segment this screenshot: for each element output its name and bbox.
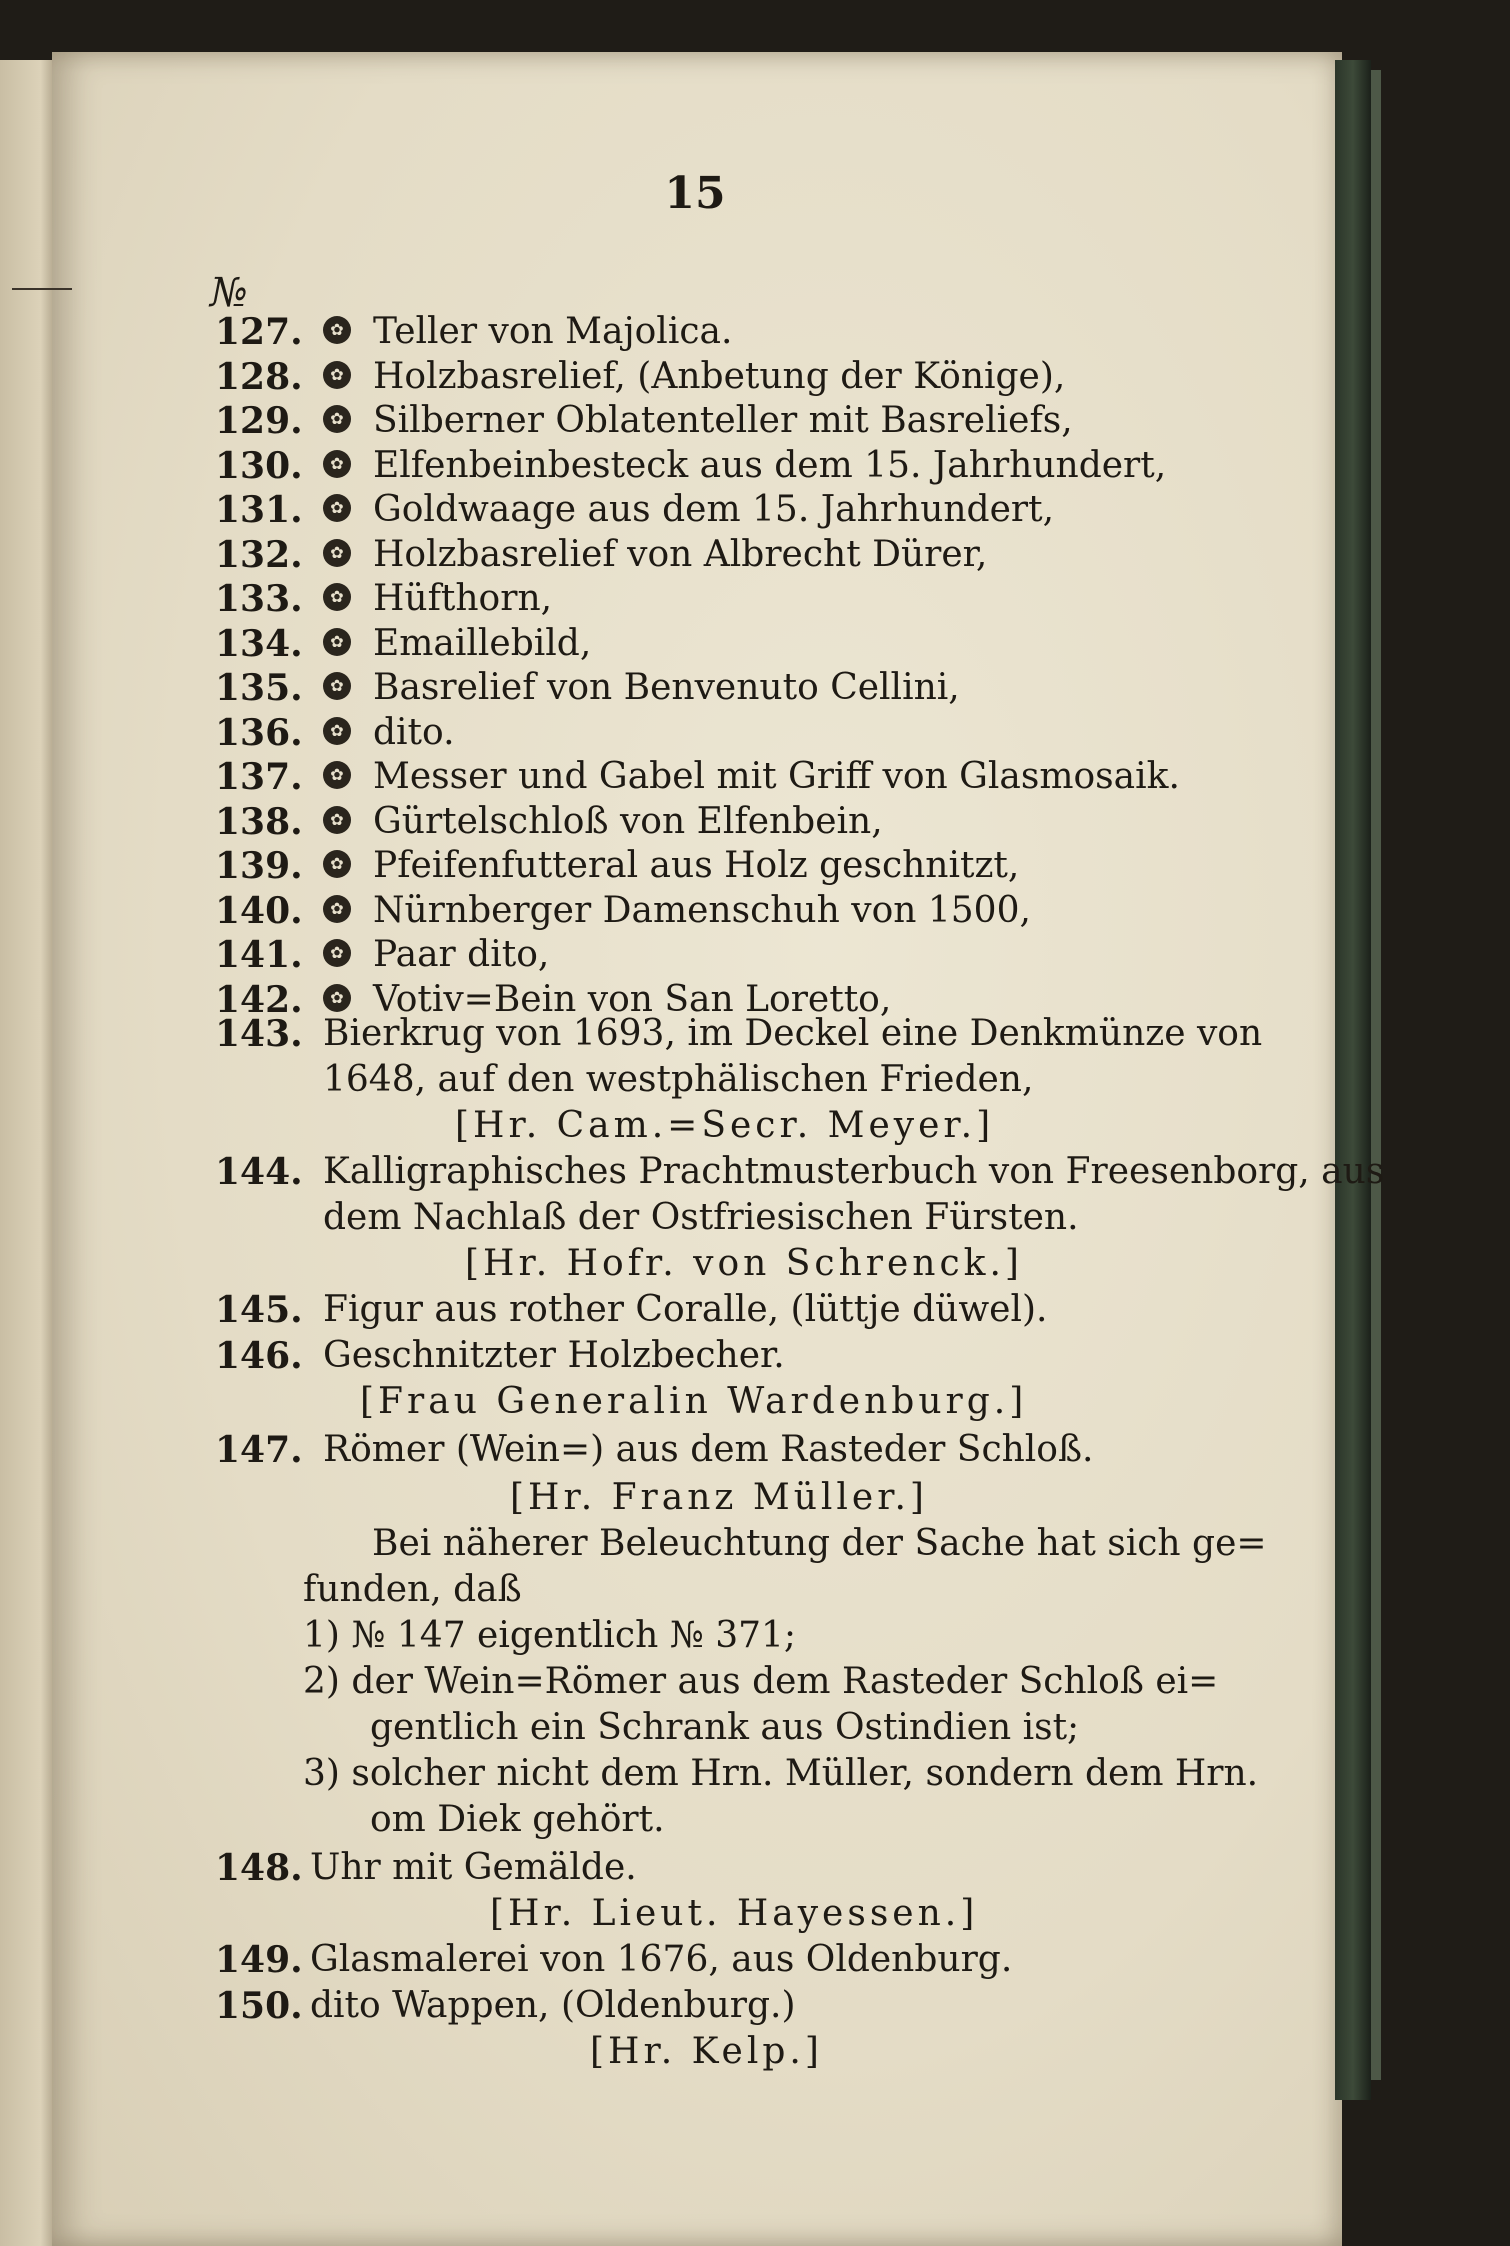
item-number: 140. [215,889,303,932]
rosette-bullet-icon: ✿ [323,717,351,745]
item-text: Elfenbeinbesteck aus dem 15. Jahrhundert, [373,444,1167,486]
rosette-bullet-icon: ✿ [323,628,351,656]
rosette-bullet-icon: ✿ [323,761,351,789]
item-text: Paar dito, [373,934,550,975]
item-number: 146. [215,1335,303,1377]
item-text: Holzbasrelief von Albrecht Dürer, [373,533,988,575]
item-text: Bierkrug von 1693, im Deckel eine Denkmünze von [323,1013,1263,1054]
item-text: Glasmalerei von 1676, aus Oldenburg. [310,1939,1013,1980]
item-text: Goldwaage aus dem 15. Jahrhundert, [373,489,1055,530]
item-number: 128. [215,355,303,398]
item-text: Kalligraphisches Prachtmusterbuch von Freesenborg, aus [323,1151,1385,1192]
gutter-thread [12,288,72,290]
item-number: 136. [215,711,303,754]
item-text-continued: dem Nachlaß der Ostfriesischen Fürsten. [323,1197,1079,1238]
note-point-continued: om Diek gehört. [370,1799,665,1840]
item-text: Figur aus rother Coralle, (lüttje düwel). [323,1289,1048,1330]
item-number: 131. [215,489,303,531]
item-text-continued: 1648, auf den westphälischen Frieden, [323,1059,1034,1100]
rosette-bullet-icon: ✿ [323,984,351,1012]
item-number: 134. [215,622,303,665]
donor-line: [Hr. Hofr. von Schrenck.] [465,1243,1023,1284]
item-text: Gürtelschloß von Elfenbein, [373,800,883,842]
item-number: 137. [215,756,303,798]
rosette-bullet-icon: ✿ [323,583,351,611]
item-number: 144. [215,1151,303,1193]
donor-line: [Hr. Franz Müller.] [510,1477,928,1518]
item-text: Pfeifenfutteral aus Holz geschnitzt, [373,845,1020,886]
item-text: Basrelief von Benvenuto Cellini, [373,667,960,708]
item-number: 142. [215,978,303,1021]
rosette-bullet-icon: ✿ [323,806,351,834]
item-number: 138. [215,800,303,843]
item-text: Uhr mit Gemälde. [310,1847,637,1888]
item-number: 129. [215,400,303,442]
rosette-bullet-icon: ✿ [323,939,351,967]
item-text: Emaillebild, [373,622,592,664]
item-number: 133. [215,578,303,620]
item-text: Nürnberger Damenschuh von 1500, [373,889,1031,931]
item-number: 139. [215,845,303,887]
note-point: 3) solcher nicht dem Hrn. Müller, sondern dem Hrn. [303,1753,1259,1794]
item-text: Silberner Oblatenteller mit Basreliefs, [373,400,1073,441]
note-point: 2) der Wein=Römer aus dem Rasteder Schloß ei= [303,1661,1219,1702]
book-spine-edge [1371,70,1381,2080]
rosette-bullet-icon: ✿ [323,494,351,522]
item-number: 148. [215,1847,303,1889]
item-number: 130. [215,444,303,487]
item-text: Holzbasrelief, (Anbetung der Könige), [373,355,1066,397]
rosette-bullet-icon: ✿ [323,405,351,433]
note-line: Bei näherer Beleuchtung der Sache hat sich ge= [372,1523,1267,1564]
number-sign-header: № [210,270,248,316]
item-text: Teller von Majolica. [373,311,733,352]
rosette-bullet-icon: ✿ [323,316,351,344]
item-text: Votiv=Bein von San Loretto, [373,978,892,1020]
rosette-bullet-icon: ✿ [323,539,351,567]
item-text: dito. [373,711,455,753]
rosette-bullet-icon: ✿ [323,895,351,923]
item-number: 145. [215,1289,303,1331]
item-text: Geschnitzter Holzbecher. [323,1335,785,1376]
book-spine [1335,60,1371,2100]
donor-line: [Hr. Kelp.] [590,2031,823,2072]
note-point-continued: gentlich ein Schrank aus Ostindien ist; [370,1707,1080,1748]
donor-line: [Hr. Cam.=Secr. Meyer.] [455,1105,995,1146]
adjacent-page-edge [0,60,58,2246]
item-number: 143. [215,1013,303,1055]
donor-line: [Frau Generalin Wardenburg.] [360,1381,1028,1422]
rosette-bullet-icon: ✿ [323,672,351,700]
item-text: dito Wappen, (Oldenburg.) [310,1985,796,2026]
item-number: 150. [215,1985,303,2027]
item-text: Hüfthorn, [373,578,553,619]
item-number: 135. [215,667,303,709]
rosette-bullet-icon: ✿ [323,850,351,878]
item-number: 127. [215,311,303,353]
item-number: 132. [215,533,303,576]
item-number: 141. [215,934,303,976]
item-text: Römer (Wein=) aus dem Rasteder Schloß. [323,1429,1094,1470]
rosette-bullet-icon: ✿ [323,361,351,389]
page-number: 15 [664,168,726,219]
item-text: Messer und Gabel mit Griff von Glasmosaik. [373,756,1180,797]
rosette-bullet-icon: ✿ [323,450,351,478]
note-line: funden, daß [303,1569,522,1610]
item-number: 147. [215,1429,303,1471]
item-number: 149. [215,1939,303,1981]
note-point: 1) № 147 eigentlich № 371; [303,1615,797,1656]
donor-line: [Hr. Lieut. Hayessen.] [490,1893,979,1934]
